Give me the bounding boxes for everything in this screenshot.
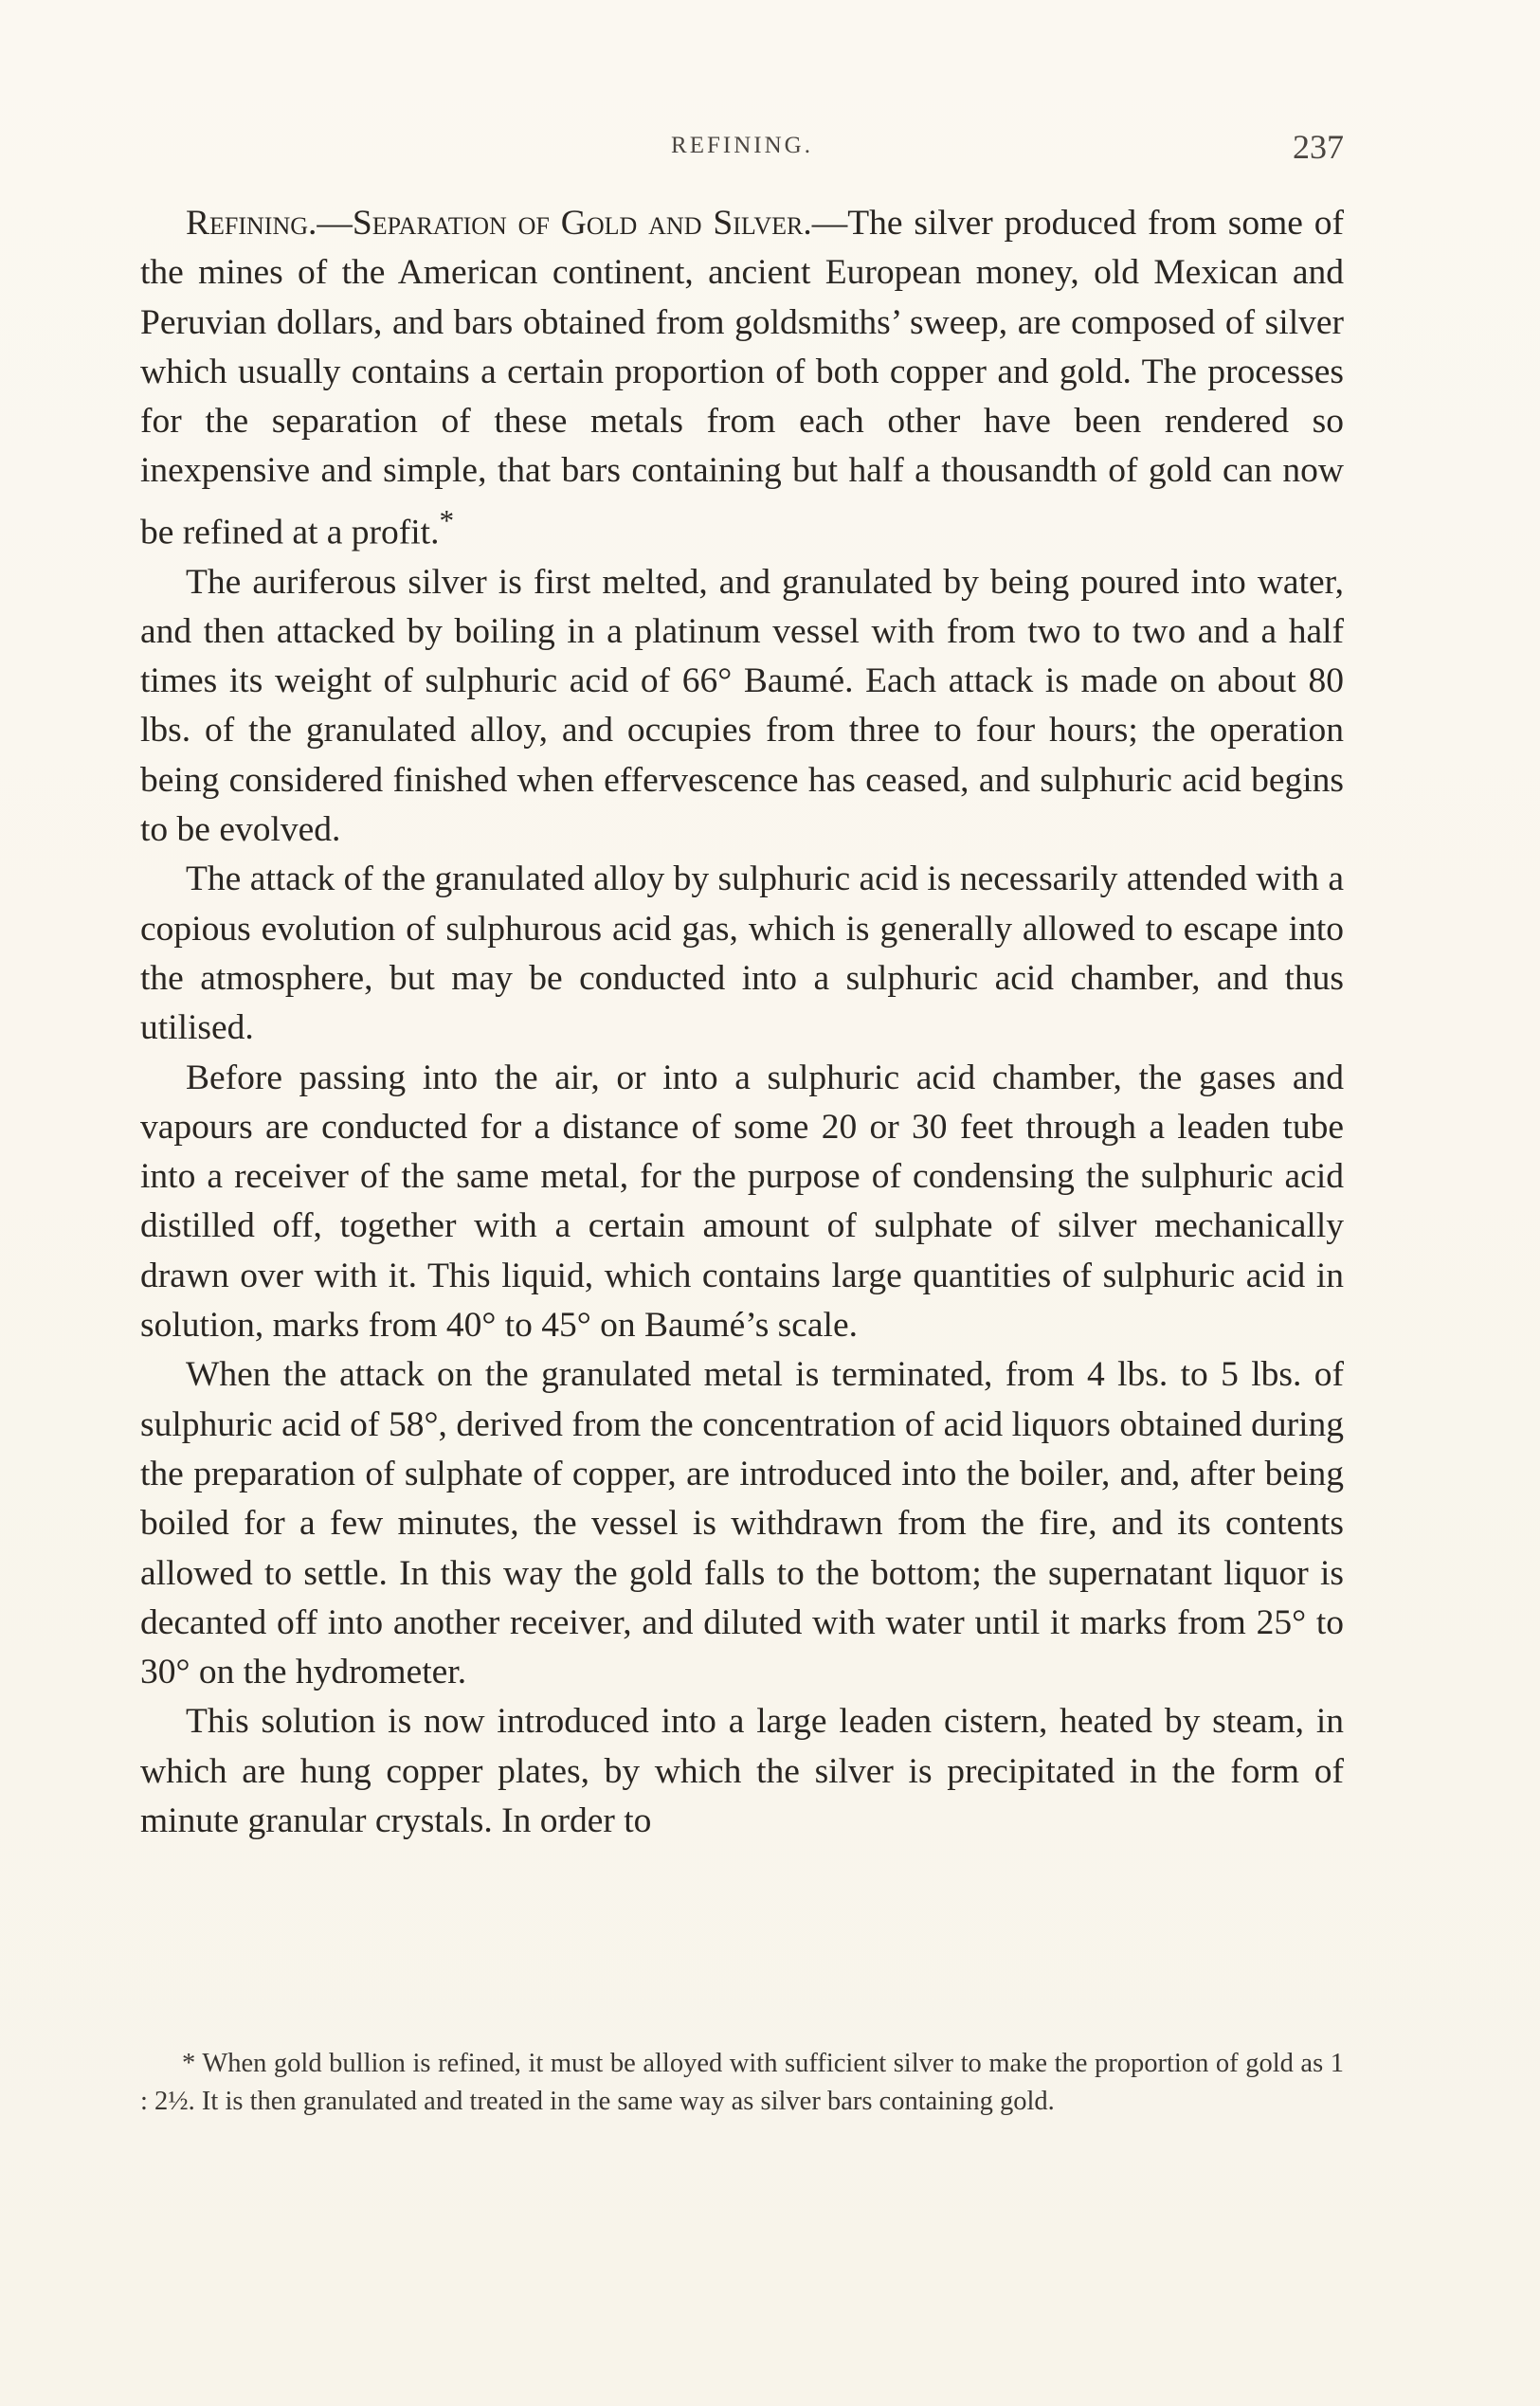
paragraph: Before passing into the air, or into a sulphuric acid chamber, the gases and vapours are conducted for a distance of some 20 or 30 feet through a leaden tube into a receiver of the same metal, for the purpose of condensing the sulphuric acid distilled off, together with a certain amount of sulphate of silver mechanically drawn over with it. This liquid, which contains large quantities of sulphuric acid in solution, marks from 40° to 45° on Baumé’s scale. <box>140 1058 1344 1346</box>
paragraph <box>140 199 1344 558</box>
footnote-mark: * <box>182 2049 196 2078</box>
paragraph: This solution is now introduced into a large leaden cistern, heated by steam, in which are hung copper plates, by which the silver is precipitated in the form of minute granular crystals. In order to <box>140 1702 1344 1840</box>
paragraph: The auriferous silver is first melted, and granulated by being poured into water, and then attacked by boiling in a platinum vessel with from two to two and a half times its weight of sulphuric acid of 66° Baumé. Each attack is made on about 80 lbs. of the granulated alloy, and occupies from three to four hours; the operation being considered finished when effervescence has ceased, and sulphuric acid begins to be evolved. <box>140 562 1344 850</box>
section-subheading: Separation of Gold and Silver. <box>352 204 812 243</box>
body-text <box>140 199 1344 1846</box>
footnote <box>140 2045 1344 2121</box>
footnote-block <box>140 2045 1344 2121</box>
page-number: 237 <box>1293 128 1344 166</box>
footnote-reference: * <box>439 503 455 537</box>
heading-dash: — <box>317 204 353 243</box>
paragraph: When the attack on the granulated metal is terminated, from 4 lbs. to 5 lbs. of sulphuric acid of 58°, derived from the concentration of acid liquors obtained during the preparation of sulphate of copper, are introduced into the boiler, and, after being boiled for a few minutes, the vessel is withdrawn from the fire, and its contents allowed to settle. In this way the gold falls to the bottom; the supernatant liquor is decanted off into another receiver, and diluted with water until it marks from 25° to 30° on the hydrometer. <box>140 1355 1344 1692</box>
section-heading: Refining. <box>186 204 317 243</box>
running-head <box>140 128 1344 180</box>
paragraph-text: The silver produced from some of the mines of the American continent, ancient European money, old Mexican and Peruvian dollars, and bars obtained from goldsmiths’ sweep, are composed of silver which usually contains a certain proportion of both copper and gold. The processes for the separation of these metals from each other have been rendered so inexpensive and simple, that bars containing but half a thousandth of gold can now be refined at a profit. <box>140 204 1344 552</box>
heading-dash: — <box>811 204 848 243</box>
running-title: REFINING. <box>671 133 813 158</box>
footnote-text: When gold bullion is refined, it must be alloyed with sufficient silver to make the proportion of gold as 1 : 2½. It is then granulated and treated in the same way as silver bars containing gold. <box>140 2049 1344 2116</box>
paragraph: The attack of the granulated alloy by sulphuric acid is necessarily attended with a copious evolution of sulphurous acid gas, which is generally allowed to escape into the atmosphere, but may be conducted into a sulphuric acid chamber, and thus utilised. <box>140 859 1344 1048</box>
